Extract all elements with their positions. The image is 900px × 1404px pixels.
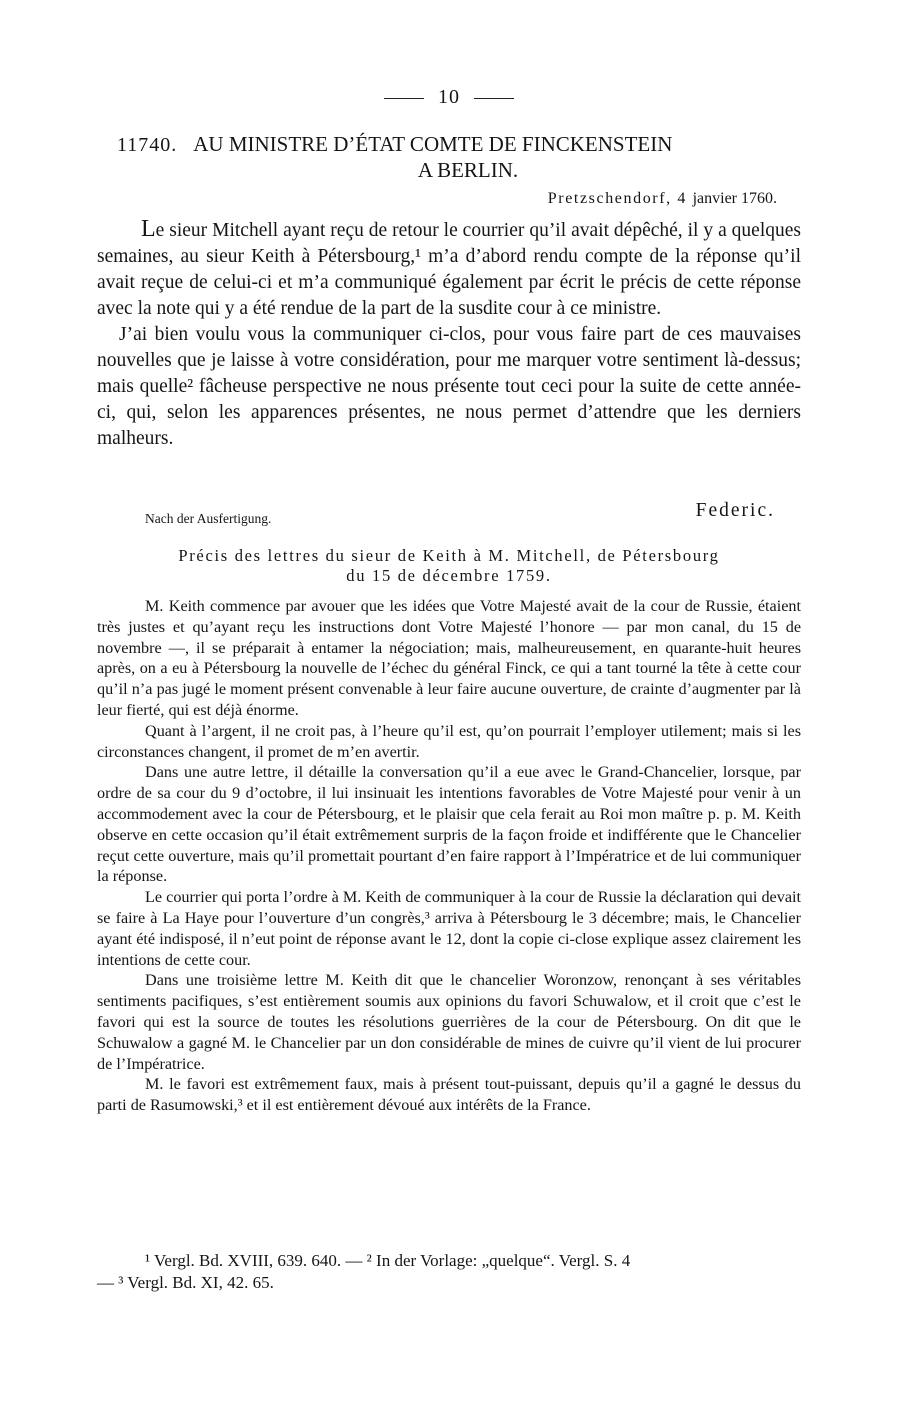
footnote-line-1: ¹ Vergl. Bd. XVIII, 639. 640. — ² In der Vorlage: „quelque“. Vergl. S. 4 xyxy=(145,1251,631,1270)
footnotes xyxy=(97,1250,801,1294)
precis-heading-line-1: Précis des lettres du sieur de Keith à M. Mitchell, de Pétersbourg xyxy=(178,546,720,565)
letter-title-line-2: A BERLIN. xyxy=(417,158,519,182)
page-header xyxy=(97,86,801,109)
dateline-date: janvier 1760. xyxy=(692,190,777,207)
signature: Federic. xyxy=(695,500,775,521)
source-note: Nach der Ausfertigung. xyxy=(145,511,272,526)
precis-paragraph: Dans une autre lettre, il détaille la conversation qu’il a eue avec le Grand-Chancelier, lorsque, par ordre de sa cour du 9 d’octobre, il lui insinuait les intentions favorables de Votre Majesté pour venir à un accommodement avec la cour de Pétersbourg, et le plaisir que cela ferait au Roi mon maître p. p. M. Keith observe en cette occasion qu’il était extrêmement surpris de la façon froide et indifférente que le Chancelier reçut cette ouverture, mais qu’il promettait pourtant d’en faire rapport à l’Impératrice et de lui communiquer la réponse. xyxy=(97,763,801,886)
precis-paragraph: Dans une troisième lettre M. Keith dit que le chancelier Woronzow, renonçant à ses véritables sentiments pacifiques, s’est entièrement soumis aux opinions du favori Schuwalow, et il croit que c’est le favori qui est la source de toutes les résolutions guerrières de la cour de Pétersbourg. On dit que le Schuwalow a gagné M. le Chancelier par un don considérable de mines de cuivre qu’il vient de lui procurer de l’Impératrice. xyxy=(97,971,801,1073)
precis-heading xyxy=(97,546,801,586)
letter-title-line-1: AU MINISTRE D’ÉTAT COMTE DE FINCKENSTEIN xyxy=(193,132,673,156)
precis-paragraph: Quant à l’argent, il ne croit pas, à l’heure qu’il est, qu’on pourrait l’employer utilement; mais si les circonstances changent, il promet de m’en avertir. xyxy=(97,721,801,761)
precis-paragraph: M. le favori est extrêmement faux, mais à présent tout-puissant, depuis qu’il a gagné le dessus du parti de Rasumowski,³ et il est entièrement dévoué aux intérêts de la France. xyxy=(97,1075,801,1115)
letter-body xyxy=(97,216,801,452)
rule-right xyxy=(474,98,514,99)
precis-paragraph: M. Keith commence par avouer que les idées que Votre Majesté avait de la cour de Russie, étaient très justes et qu’ayant reçu les instructions dont Votre Majesté l’honore — par mon canal, du 15 de novembre —, il se préparait à entamer la négociation; mais, malheureusement, en quarante-huit heures après, on a eu à Pétersbourg la nouvelle de l’échec du général Finck, ce qui a tant tourné la tête à cette cour qu’il n’a pas jugé le moment présent convenable à leur faire aucune ouverture, de crainte d’augmenter par là leur fierté, qui est déjà énorme. xyxy=(97,597,801,719)
letter-paragraph: Le sieur Mitchell ayant reçu de retour le courrier qu’il avait dépêché, il y a quelques semaines, au sieur Keith à Pétersbourg,¹ m’a d’abord rendu compte de la réponse qu’il avait reçue de celui-ci et m’a communiqué également par écrit le précis de cette réponse avec la note qui y a été rendue de la part de la susdite cour à ce ministre. xyxy=(97,216,801,319)
footnote-line-2: — ³ Vergl. Bd. XI, 42. 65. xyxy=(97,1273,274,1292)
letter-heading xyxy=(117,132,781,183)
dateline xyxy=(548,190,777,208)
letter-paragraph: J’ai bien voulu vous la communiquer ci-clos, pour vous faire part de ces mauvaises nouvelles que je laisse à votre considération, pour me marquer votre sentiment là-dessus; mais quelle² fâcheuse perspective ne nous présente tout ceci pour la suite de cette année-ci, qui, selon les apparences présentes, ne nous permet d’attendre que les derniers malheurs. xyxy=(97,324,801,449)
page-number: 10 xyxy=(438,86,460,108)
rule-left xyxy=(384,98,424,99)
letter-number: 11740. xyxy=(117,134,178,156)
dateline-place: Pretzschendorf, 4 xyxy=(547,190,687,207)
precis-heading-line-2: du 15 de décembre 1759. xyxy=(346,566,552,585)
precis-body xyxy=(97,596,801,1116)
precis-paragraph: Le courrier qui porta l’ordre à M. Keith de communiquer à la cour de Russie la déclaration qui devait se faire à La Haye pour l’ouverture d’un congrès,³ arriva à Pétersbourg le 3 décembre; mais, le Chancelier ayant été indisposé, il n’eut point de réponse avant le 12, dont la copie ci-close explique assez clairement les intentions de cette cour. xyxy=(97,888,801,969)
